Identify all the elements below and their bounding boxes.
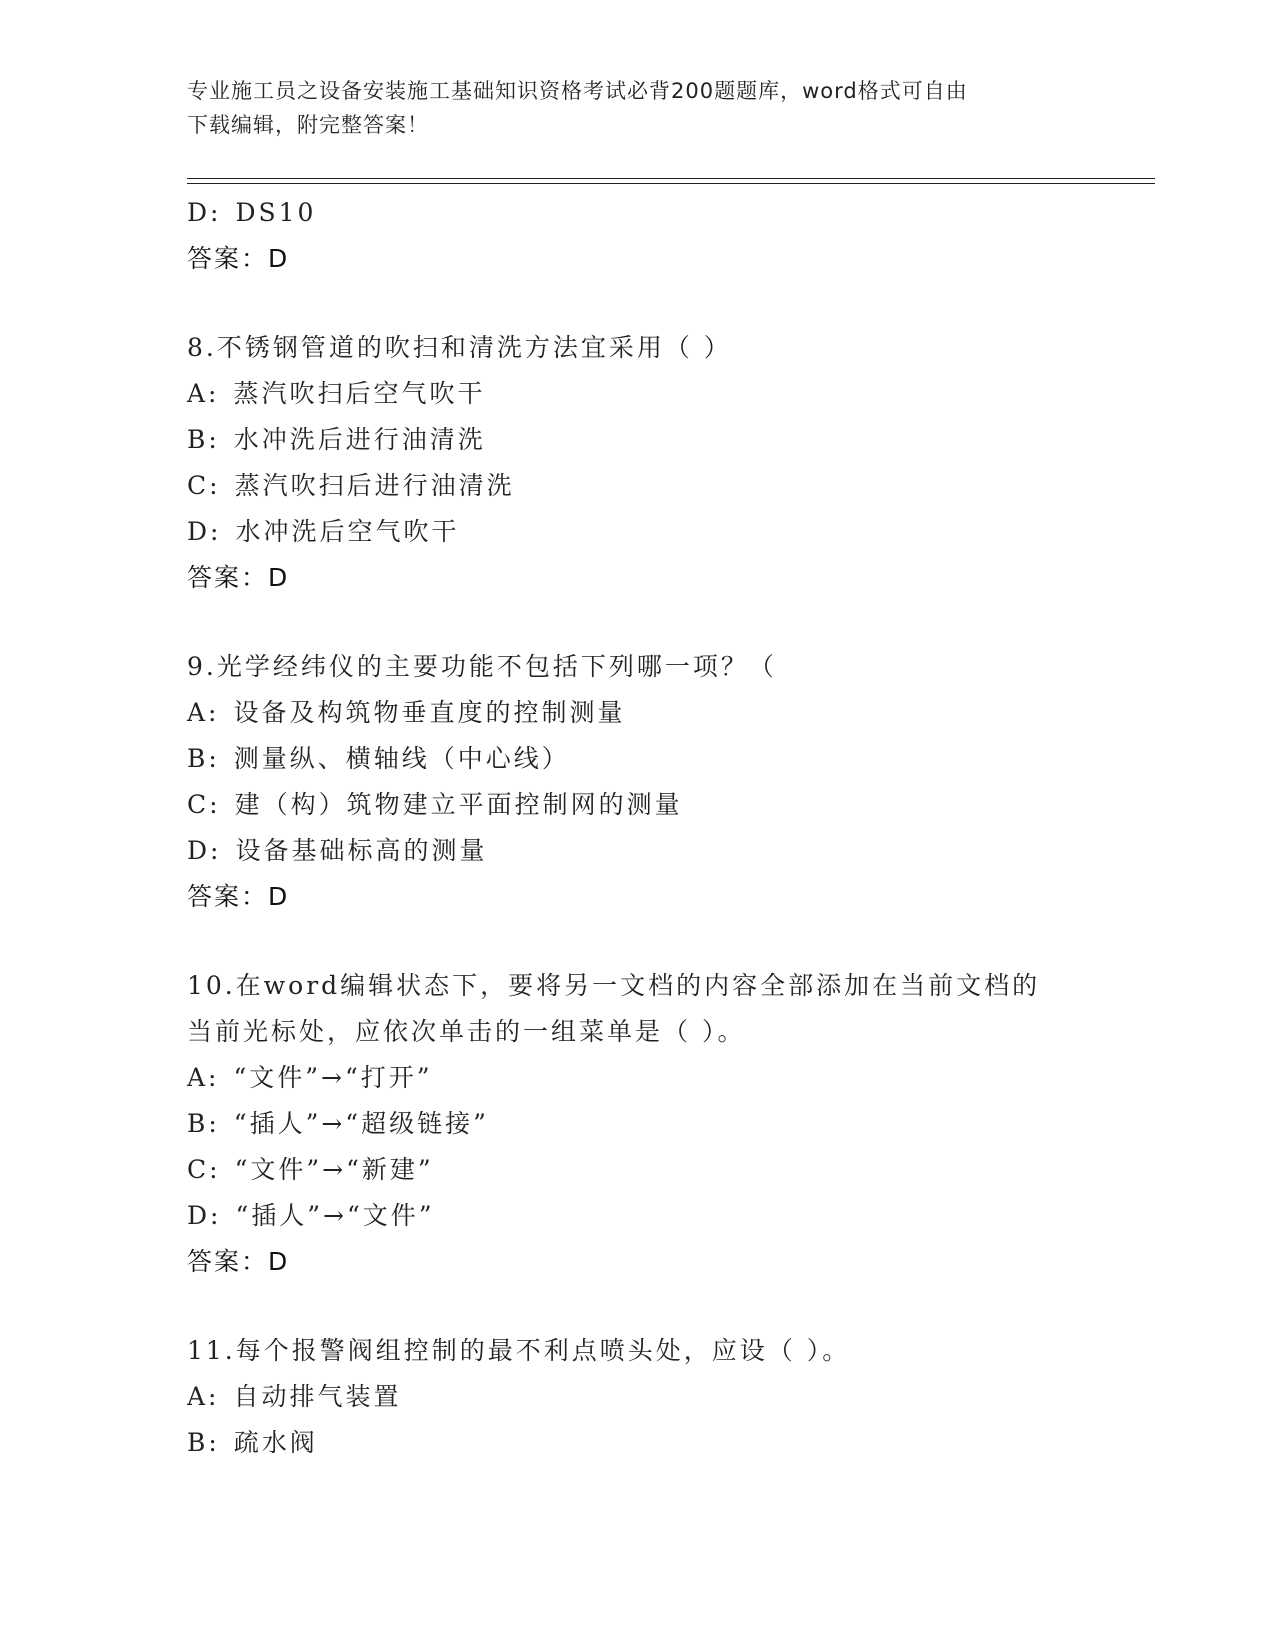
option-letter: D: — [187, 517, 222, 546]
document-header — [187, 74, 1067, 142]
option-text: 建（构）筑物建立平面控制网的测量 — [234, 790, 683, 819]
answer-line: 答案：D — [187, 882, 290, 911]
question-block-9 — [187, 644, 1087, 920]
option-text: 设备及构筑物垂直度的控制测量 — [233, 698, 626, 727]
question-stem: 8.不锈钢管道的吹扫和清洗方法宜采用（ ） — [187, 333, 732, 362]
option-letter: A: — [187, 1382, 220, 1411]
option-c — [187, 782, 1087, 828]
answer-line: 答案：D — [187, 1247, 290, 1276]
answer-line: 答案：D — [187, 244, 290, 273]
option-letter: A: — [187, 1063, 220, 1092]
option-letter: B: — [187, 1109, 220, 1138]
option-d — [187, 190, 1087, 236]
option-letter: D: — [187, 198, 222, 227]
header-line-2: 下载编辑，附完整答案！ — [187, 113, 429, 137]
option-text: 水冲洗后空气吹干 — [235, 517, 460, 546]
option-text: 自动排气装置 — [233, 1382, 402, 1411]
option-letter: B: — [187, 425, 220, 454]
option-letter: A: — [187, 379, 220, 408]
option-c — [187, 463, 1087, 509]
option-a — [187, 1055, 1087, 1101]
header-rule-bottom — [187, 183, 1155, 184]
option-b — [187, 1101, 1087, 1147]
question-block-8 — [187, 325, 1087, 601]
option-text: 设备基础标高的测量 — [235, 836, 488, 865]
question-stem-line-2: 当前光标处，应依次单击的一组菜单是（ ）。 — [187, 1017, 746, 1046]
option-text: 蒸汽吹扫后空气吹干 — [233, 379, 486, 408]
option-letter: D: — [187, 836, 222, 865]
option-letter: C: — [187, 790, 221, 819]
option-letter: C: — [187, 471, 221, 500]
option-letter: C: — [187, 1155, 221, 1184]
option-letter: D: — [187, 1201, 222, 1230]
option-a — [187, 371, 1087, 417]
option-text: “文件”→“新建” — [234, 1155, 434, 1184]
question-block-7 — [187, 190, 1087, 282]
option-text: 水冲洗后进行油清洗 — [233, 425, 486, 454]
option-letter: B: — [187, 744, 220, 773]
header-line-1: 专业施工员之设备安装施工基础知识资格考试必背200题题库，word格式可自由 — [187, 79, 968, 103]
option-c — [187, 1147, 1087, 1193]
option-d — [187, 828, 1087, 874]
option-text: DS10 — [235, 198, 317, 227]
question-block-10 — [187, 963, 1087, 1285]
option-d — [187, 1193, 1087, 1239]
option-text: 测量纵、横轴线（中心线） — [233, 744, 570, 773]
option-text: “插人”→“超级链接” — [233, 1109, 489, 1138]
answer-line: 答案：D — [187, 563, 290, 592]
question-stem-line-1: 10.在word编辑状态下，要将另一文档的内容全部添加在当前文档的 — [187, 971, 1041, 1000]
question-stem: 11.每个报警阀组控制的最不利点喷头处，应设（ ）。 — [187, 1336, 851, 1365]
option-d — [187, 509, 1087, 555]
option-letter: A: — [187, 698, 220, 727]
option-a — [187, 690, 1087, 736]
question-list — [187, 190, 1087, 1509]
question-stem: 9.光学经纬仪的主要功能不包括下列哪一项？（ — [187, 652, 777, 681]
option-text: 蒸汽吹扫后进行油清洗 — [234, 471, 515, 500]
option-b — [187, 417, 1087, 463]
option-text: “插人”→“文件” — [235, 1201, 435, 1230]
header-rule-top — [187, 178, 1155, 179]
option-b — [187, 1420, 1087, 1466]
option-text: 疏水阀 — [233, 1428, 318, 1457]
option-b — [187, 736, 1087, 782]
question-block-11 — [187, 1328, 1087, 1466]
option-text: “文件”→“打开” — [233, 1063, 433, 1092]
option-a — [187, 1374, 1087, 1420]
option-letter: B: — [187, 1428, 220, 1457]
